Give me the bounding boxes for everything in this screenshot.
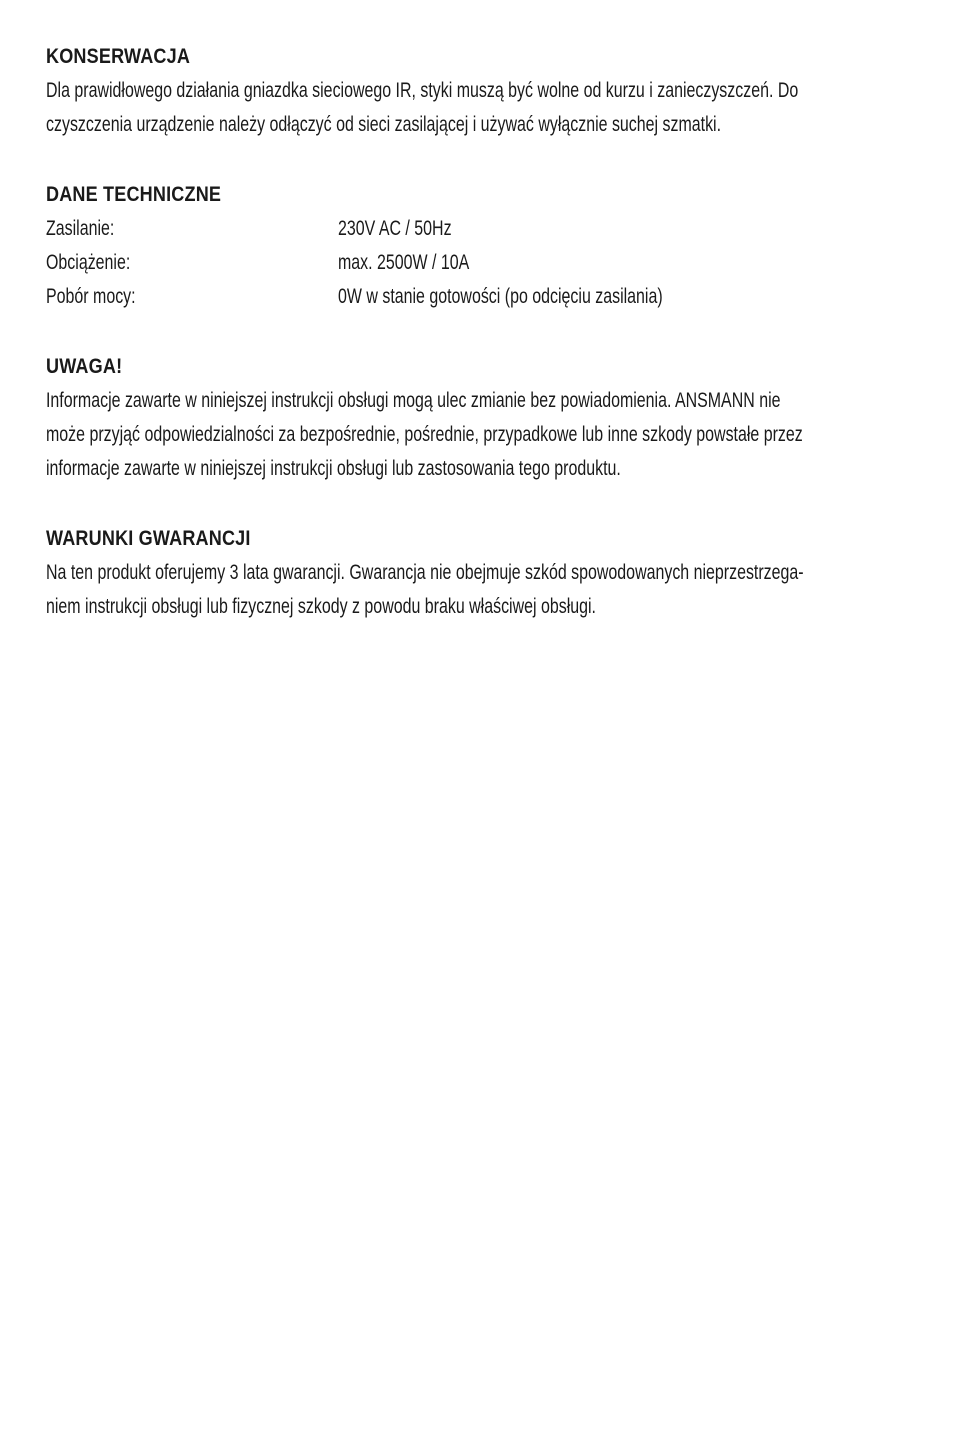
spec-label: Obciążenie: — [46, 251, 131, 274]
section-heading: KONSERWACJA — [46, 45, 191, 68]
spec-value: 230V AC / 50Hz — [338, 217, 452, 240]
section-dane-techniczne — [46, 178, 916, 314]
paragraph-line: niem instrukcji obsługi lub fizycznej szkody z powodu braku właściwej obsługi. — [46, 595, 596, 618]
spec-row-pobor-mocy — [46, 280, 916, 314]
paragraph-line: może przyjąć odpowiedzialności za bezpośrednie, pośrednie, przypadkowe lub inne szkody powstałe przez — [46, 423, 803, 446]
spec-row-zasilanie — [46, 212, 916, 246]
section-uwaga — [46, 350, 916, 486]
paragraph-line: informacje zawarte w niniejszej instrukcji obsługi lub zastosowania tego produktu. — [46, 457, 621, 480]
spec-label: Pobór mocy: — [46, 285, 136, 308]
spec-row-obciazenie — [46, 246, 916, 280]
section-heading: DANE TECHNICZNE — [46, 183, 222, 206]
section-warunki-gwarancji — [46, 522, 916, 624]
paragraph-line: Dla prawidłowego działania gniazdka sieciowego IR, styki muszą być wolne od kurzu i zanieczyszczeń. Do — [46, 79, 799, 102]
paragraph-line: Informacje zawarte w niniejszej instrukcji obsługi mogą ulec zmianie bez powiadomienia. ANSMANN nie — [46, 389, 781, 412]
section-konserwacja — [46, 40, 916, 142]
spec-value: max. 2500W / 10A — [338, 251, 470, 274]
section-heading: UWAGA! — [46, 355, 123, 378]
section-heading: WARUNKI GWARANCJI — [46, 527, 251, 550]
paragraph-line: Na ten produkt oferujemy 3 lata gwarancji. Gwarancja nie obejmuje szkód spowodowanych nieprzestrzega- — [46, 561, 804, 584]
paragraph-line: czyszczenia urządzenie należy odłączyć od sieci zasilającej i używać wyłącznie suchej szmatki. — [46, 113, 722, 136]
spec-value: 0W w stanie gotowości (po odcięciu zasilania) — [338, 285, 663, 308]
document-page — [46, 40, 916, 660]
spec-label: Zasilanie: — [46, 217, 115, 240]
